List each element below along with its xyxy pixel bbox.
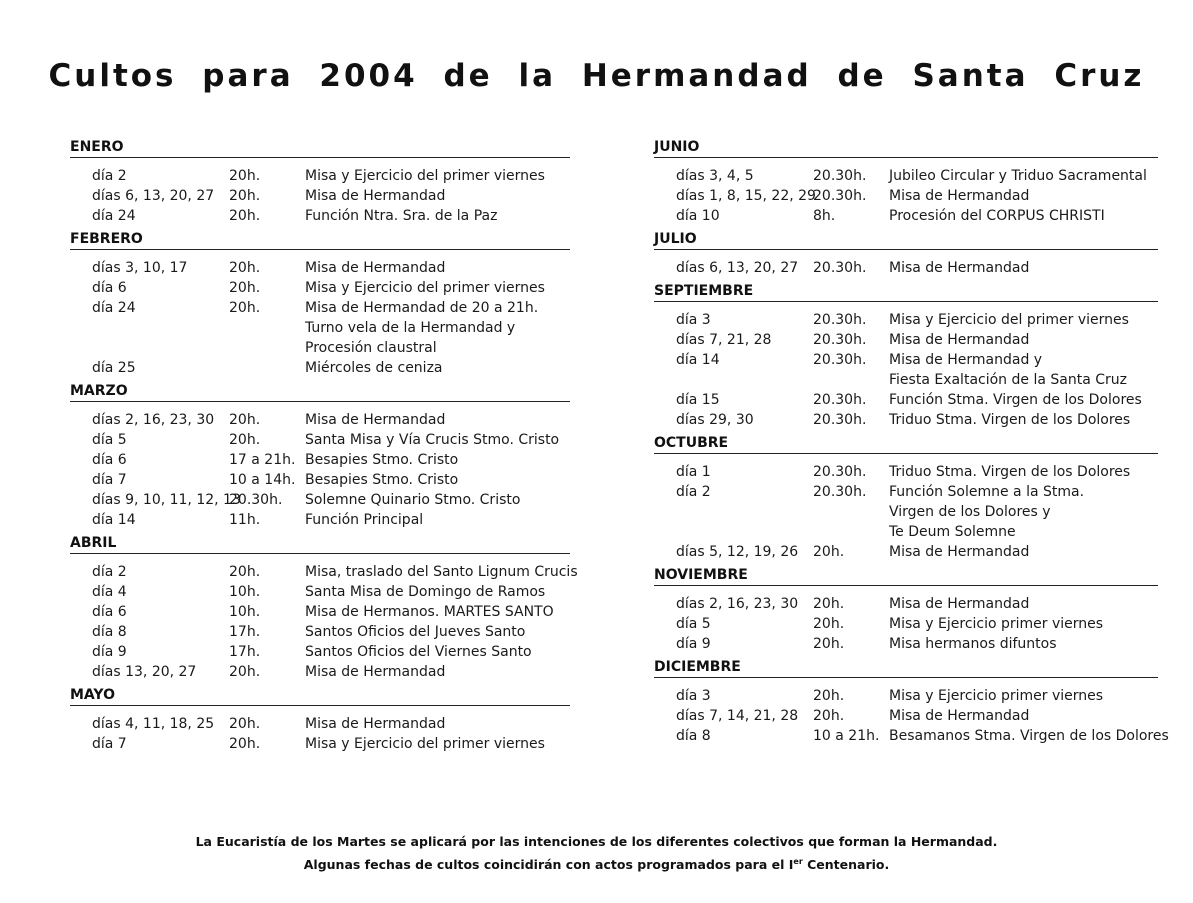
schedule-row [654, 410, 1158, 430]
event-description-line: Función Ntra. Sra. de la Paz [305, 208, 498, 224]
event-day: días 2, 16, 23, 30 [676, 596, 799, 612]
event-description-line: Misa de Hermandad y [889, 352, 1043, 368]
event-description [889, 726, 1169, 746]
schedule-row [654, 614, 1158, 634]
schedule-row [654, 594, 1158, 614]
event-description [305, 714, 570, 734]
event-description-line: Misa de Hermandad [889, 544, 1030, 560]
event-time: 20h. [813, 708, 845, 724]
event-day: día 25 [92, 360, 136, 376]
event-description [889, 206, 1158, 226]
event-description-line: Besapies Stmo. Cristo [305, 472, 459, 488]
event-time: 20h. [813, 544, 845, 560]
month-heading: MAYO [70, 686, 570, 706]
month-section-febrero [70, 230, 570, 382]
month-section-abril [70, 534, 578, 686]
event-day: día 15 [676, 392, 720, 408]
event-description-line: Misa y Ejercicio primer viernes [889, 688, 1104, 704]
event-time: 17 a 21h. [229, 452, 296, 468]
footer-line-2-end: Centenario. [802, 857, 890, 873]
event-description-line: Santos Oficios del Viernes Santo [305, 644, 532, 660]
event-time: 20.30h. [813, 352, 867, 368]
schedule-row [70, 642, 570, 662]
schedule-row [654, 462, 1158, 482]
event-day: día 2 [92, 168, 127, 184]
event-description [305, 206, 570, 226]
event-day: día 5 [676, 616, 711, 632]
left-column [70, 138, 578, 758]
event-description [305, 490, 570, 510]
event-description [305, 358, 570, 378]
event-day: día 5 [92, 432, 127, 448]
event-time: 20h. [813, 596, 845, 612]
event-day: días 3, 4, 5 [676, 168, 754, 184]
event-description [889, 686, 1158, 706]
schedule-row [654, 330, 1158, 350]
event-day: día 3 [676, 688, 711, 704]
event-description-line: Virgen de los Dolores y [889, 504, 1051, 520]
schedule-row [70, 510, 570, 530]
right-column [654, 138, 1169, 750]
event-description [889, 410, 1158, 430]
event-time: 20h. [229, 736, 261, 752]
event-time: 17h. [229, 644, 261, 660]
event-day: día 4 [92, 584, 127, 600]
event-description-line: Triduo Stma. Virgen de los Dolores [889, 412, 1131, 428]
event-time: 10 a 14h. [229, 472, 296, 488]
schedule-row [70, 714, 570, 734]
event-day: días 7, 21, 28 [676, 332, 772, 348]
footer-line-2-text: Algunas fechas de cultos coincidirán con actos programados para el I [303, 857, 794, 873]
event-description-line: Santos Oficios del Jueves Santo [305, 624, 526, 640]
schedule-row [654, 350, 1158, 390]
event-day: días 6, 13, 20, 27 [676, 260, 799, 276]
event-description [889, 330, 1158, 350]
month-heading: ABRIL [70, 534, 570, 554]
event-description [305, 186, 570, 206]
footer-note [0, 832, 1193, 875]
schedule-row [70, 258, 570, 278]
event-day: día 6 [92, 452, 127, 468]
month-section-junio [654, 138, 1158, 230]
event-day: día 9 [676, 636, 711, 652]
event-description-line: Misa y Ejercicio del primer viernes [889, 312, 1129, 328]
schedule-row [654, 542, 1158, 562]
footer-line-1: La Eucaristía de los Martes se aplicará por las intenciones de los diferentes colectivos que forman la Hermandad. [195, 834, 998, 849]
event-description [305, 166, 570, 186]
schedule-row [70, 662, 570, 682]
event-description [305, 450, 570, 470]
event-description-line: Te Deum Solemne [889, 524, 1016, 540]
event-description-line: Misa de Hermandad [305, 260, 446, 276]
event-description-line: Misa de Hermandad [889, 188, 1030, 204]
event-time: 20h. [229, 280, 261, 296]
event-description-line: Jubileo Circular y Triduo Sacramental [889, 168, 1147, 184]
event-day: día 6 [92, 280, 127, 296]
event-day: día 8 [92, 624, 127, 640]
event-day: días 1, 8, 15, 22, 29 [676, 188, 816, 204]
event-description-line: Misa de Hermandad [305, 664, 446, 680]
event-description-line: Función Solemne a la Stma. [889, 484, 1085, 500]
event-description-line: Misa y Ejercicio del primer viernes [305, 280, 545, 296]
event-day: días 29, 30 [676, 412, 754, 428]
schedule-row [70, 734, 570, 754]
event-time: 20h. [229, 432, 261, 448]
event-time: 20h. [229, 300, 261, 316]
event-time: 10h. [229, 584, 261, 600]
event-description-line: Misa, traslado del Santo Lignum Crucis [305, 564, 578, 580]
event-description-line: Miércoles de ceniza [305, 360, 443, 376]
event-time: 10h. [229, 604, 261, 620]
event-day: día 24 [92, 300, 136, 316]
event-time: 20.30h. [813, 412, 867, 428]
event-description [305, 278, 570, 298]
event-time: 20.30h. [813, 392, 867, 408]
footer-superscript: er [793, 857, 803, 866]
event-time: 8h. [813, 208, 836, 224]
month-heading: JUNIO [654, 138, 1158, 158]
schedule-row [654, 726, 1169, 746]
event-description [305, 298, 570, 358]
event-description [305, 622, 570, 642]
schedule-row [70, 278, 570, 298]
event-day: día 8 [676, 728, 711, 744]
month-heading: ENERO [70, 138, 570, 158]
event-description-line: Función Stma. Virgen de los Dolores [889, 392, 1142, 408]
month-heading: NOVIEMBRE [654, 566, 1158, 586]
event-time: 20.30h. [229, 492, 283, 508]
event-day: días 13, 20, 27 [92, 664, 197, 680]
month-section-mayo [70, 686, 570, 758]
event-description-line: Misa y Ejercicio del primer viernes [305, 736, 545, 752]
event-description [305, 582, 570, 602]
event-description [305, 470, 570, 490]
event-time: 20h. [813, 636, 845, 652]
schedule-row [654, 706, 1158, 726]
schedule-row [70, 562, 578, 582]
event-description [889, 614, 1158, 634]
schedule-row [654, 206, 1158, 226]
event-day: día 6 [92, 604, 127, 620]
event-day: día 3 [676, 312, 711, 328]
event-description [305, 734, 570, 754]
event-day: día 24 [92, 208, 136, 224]
event-time: 20.30h. [813, 484, 867, 500]
month-heading: DICIEMBRE [654, 658, 1158, 678]
month-section-enero [70, 138, 570, 230]
event-description-line: Besapies Stmo. Cristo [305, 452, 459, 468]
schedule-row [654, 186, 1158, 206]
event-description-line: Solemne Quinario Stmo. Cristo [305, 492, 521, 508]
event-time: 20h. [229, 664, 261, 680]
event-time: 20.30h. [813, 188, 867, 204]
event-description-line: Misa y Ejercicio del primer viernes [305, 168, 545, 184]
month-heading: SEPTIEMBRE [654, 282, 1158, 302]
event-day: día 9 [92, 644, 127, 660]
event-description [889, 186, 1158, 206]
schedule-row [70, 490, 570, 510]
schedule-row [654, 686, 1158, 706]
event-day: días 7, 14, 21, 28 [676, 708, 799, 724]
event-description-line: Besamanos Stma. Virgen de los Dolores [889, 728, 1169, 744]
schedule-row [70, 582, 570, 602]
event-day: día 14 [92, 512, 136, 528]
event-description-line: Misa de Hermandad [305, 716, 446, 732]
event-description [889, 462, 1158, 482]
month-heading: OCTUBRE [654, 434, 1158, 454]
schedule-row [654, 166, 1158, 186]
schedule-row [654, 390, 1158, 410]
event-day: día 14 [676, 352, 720, 368]
event-description [305, 642, 570, 662]
event-description [305, 430, 570, 450]
event-description-line: Misa de Hermandad [305, 188, 446, 204]
event-day: días 3, 10, 17 [92, 260, 188, 276]
event-day: días 2, 16, 23, 30 [92, 412, 215, 428]
event-description-line: Misa y Ejercicio primer viernes [889, 616, 1104, 632]
schedule-row [654, 258, 1158, 278]
event-description-line: Fiesta Exaltación de la Santa Cruz [889, 372, 1127, 388]
event-description-line: Procesión claustral [305, 340, 437, 356]
month-section-septiembre [654, 282, 1158, 434]
event-description [305, 258, 570, 278]
event-description [305, 510, 570, 530]
event-description-line: Misa de Hermandad [305, 412, 446, 428]
month-heading: FEBRERO [70, 230, 570, 250]
event-time: 20.30h. [813, 260, 867, 276]
event-time: 11h. [229, 512, 261, 528]
event-description-line: Misa de Hermandad de 20 a 21h. [305, 300, 539, 316]
schedule-row [70, 166, 570, 186]
event-description-line: Misa de Hermandad [889, 596, 1030, 612]
schedule-row [70, 298, 570, 358]
event-time: 20h. [229, 168, 261, 184]
event-description-line: Misa de Hermandad [889, 708, 1030, 724]
event-time: 20h. [229, 564, 261, 580]
event-description-line: Procesión del CORPUS CHRISTI [889, 208, 1105, 224]
footer-line-2 [0, 852, 1193, 875]
event-day: día 2 [676, 484, 711, 500]
schedule-row [70, 206, 570, 226]
schedule-row [70, 410, 570, 430]
event-description [889, 310, 1158, 330]
event-time: 20h. [813, 616, 845, 632]
event-day: días 6, 13, 20, 27 [92, 188, 215, 204]
event-description [889, 706, 1158, 726]
month-section-noviembre [654, 566, 1158, 658]
schedule-row [70, 358, 570, 378]
event-description-line: Santa Misa de Domingo de Ramos [305, 584, 546, 600]
event-day: días 9, 10, 11, 12, 13 [92, 492, 241, 508]
event-description [889, 350, 1158, 390]
month-section-octubre [654, 434, 1158, 566]
schedule-row [654, 634, 1158, 654]
event-description [889, 634, 1158, 654]
event-description-line: Misa de Hermanos. MARTES SANTO [305, 604, 554, 620]
schedule-row [70, 450, 570, 470]
month-section-diciembre [654, 658, 1169, 750]
schedule-row [70, 602, 570, 622]
event-day: día 1 [676, 464, 711, 480]
event-description [889, 166, 1158, 186]
event-description [305, 602, 570, 622]
event-description [889, 482, 1158, 542]
event-time: 20h. [229, 412, 261, 428]
event-time: 20h. [229, 260, 261, 276]
event-day: día 2 [92, 564, 127, 580]
month-heading: JULIO [654, 230, 1158, 250]
event-description-line: Función Principal [305, 512, 424, 528]
event-description-line: Triduo Stma. Virgen de los Dolores [889, 464, 1131, 480]
event-time: 20.30h. [813, 464, 867, 480]
document-title: Cultos para 2004 de la Hermandad de Santa Cruz [48, 58, 1145, 94]
event-description [889, 258, 1158, 278]
schedule-row [70, 430, 570, 450]
event-day: día 10 [676, 208, 720, 224]
event-time: 20h. [229, 716, 261, 732]
event-time: 20.30h. [813, 332, 867, 348]
month-section-marzo [70, 382, 570, 534]
event-day: días 5, 12, 19, 26 [676, 544, 799, 560]
event-time: 20.30h. [813, 168, 867, 184]
month-spacer [654, 746, 1158, 750]
schedule-row [654, 482, 1158, 542]
event-description-line: Santa Misa y Vía Crucis Stmo. Cristo [305, 432, 560, 448]
event-day: día 7 [92, 736, 127, 752]
event-time: 17h. [229, 624, 261, 640]
month-heading: MARZO [70, 382, 570, 402]
event-day: días 4, 11, 18, 25 [92, 716, 215, 732]
event-description [889, 594, 1158, 614]
event-time: 20h. [813, 688, 845, 704]
event-description-line: Misa hermanos difuntos [889, 636, 1057, 652]
schedule-row [70, 470, 570, 490]
event-time [229, 358, 305, 378]
event-description [305, 410, 570, 430]
event-time: 20.30h. [813, 312, 867, 328]
event-description-line: Misa de Hermandad [889, 260, 1030, 276]
event-description-line: Misa de Hermandad [889, 332, 1030, 348]
event-day: día 7 [92, 472, 127, 488]
event-time: 10 a 21h. [813, 728, 880, 744]
event-time: 20h. [229, 188, 261, 204]
schedule-row [70, 622, 570, 642]
event-time: 20h. [229, 208, 261, 224]
event-description [889, 542, 1158, 562]
month-spacer [70, 754, 570, 758]
event-description [305, 662, 570, 682]
event-description [889, 390, 1158, 410]
event-description [305, 562, 578, 582]
schedule-row [654, 310, 1158, 330]
event-description-line: Turno vela de la Hermandad y [305, 320, 516, 336]
month-section-julio [654, 230, 1158, 282]
schedule-row [70, 186, 570, 206]
